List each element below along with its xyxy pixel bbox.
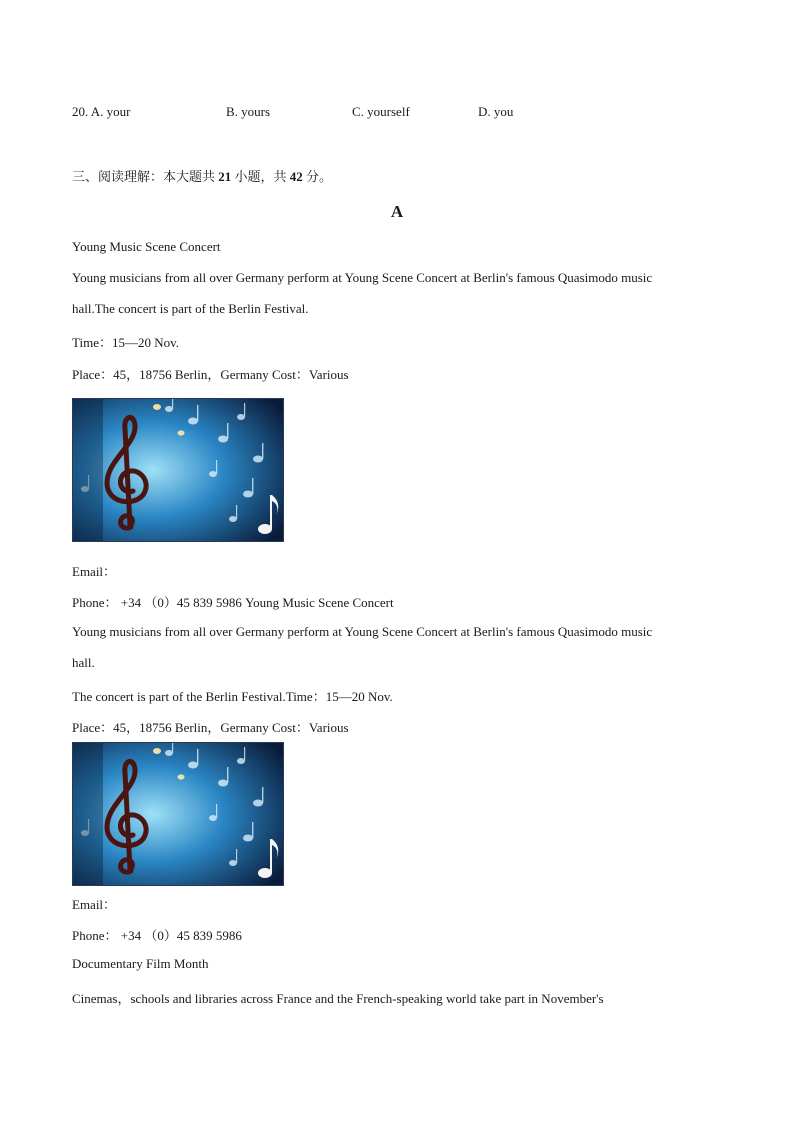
event-place-1: Place：45，18756 Berlin，Germany Cost：Various bbox=[72, 367, 349, 382]
event-description-1-cont: hall.The concert is part of the Berlin Festival. bbox=[72, 301, 309, 316]
event-phone-2: Phone： +34 （0）45 839 5986 bbox=[72, 928, 242, 943]
music-image-2 bbox=[72, 742, 284, 886]
event-description-1: Young musicians from all over Germany perform at Young Scene Concert at Berlin's famous Quasimodo music bbox=[72, 270, 653, 285]
option-a: 20. A. your bbox=[72, 104, 131, 119]
option-b: B. yours bbox=[226, 104, 271, 119]
event-description-2-cont: hall. bbox=[72, 655, 95, 670]
section-prefix: 三、阅读理解：本大题共 bbox=[72, 169, 219, 184]
music-image-1 bbox=[72, 398, 284, 542]
section-header bbox=[72, 166, 332, 185]
event-description-3: Cinemas，schools and libraries across France and the French-speaking world take part in November's bbox=[72, 991, 604, 1006]
event-title-1: Young Music Scene Concert bbox=[72, 239, 221, 254]
section-middle: 小题，共 bbox=[231, 169, 290, 184]
passage-letter: A bbox=[390, 202, 404, 221]
event-title-3: Documentary Film Month bbox=[72, 956, 209, 971]
option-d: D. you bbox=[478, 104, 514, 119]
event-festival-time-2: The concert is part of the Berlin Festival.Time：15—20 Nov. bbox=[72, 689, 393, 704]
treble-clef-music-notes-image bbox=[73, 399, 283, 541]
event-place-2: Place：45，18756 Berlin，Germany Cost：Various bbox=[72, 720, 349, 735]
question-count: 21 bbox=[218, 169, 232, 184]
event-time-1: Time：15—20 Nov. bbox=[72, 335, 180, 350]
treble-clef-music-notes-image bbox=[73, 743, 283, 885]
option-c: C. yourself bbox=[352, 104, 410, 119]
section-suffix: 分。 bbox=[302, 169, 333, 184]
score-total: 42 bbox=[289, 169, 303, 184]
question-20-options bbox=[72, 104, 772, 122]
event-email-1: Email： bbox=[72, 564, 117, 579]
event-phone-1: Phone： +34 （0）45 839 5986 Young Music Scene Concert bbox=[72, 595, 394, 610]
event-email-2: Email： bbox=[72, 897, 117, 912]
event-description-2: Young musicians from all over Germany perform at Young Scene Concert at Berlin's famous Quasimodo music bbox=[72, 624, 653, 639]
